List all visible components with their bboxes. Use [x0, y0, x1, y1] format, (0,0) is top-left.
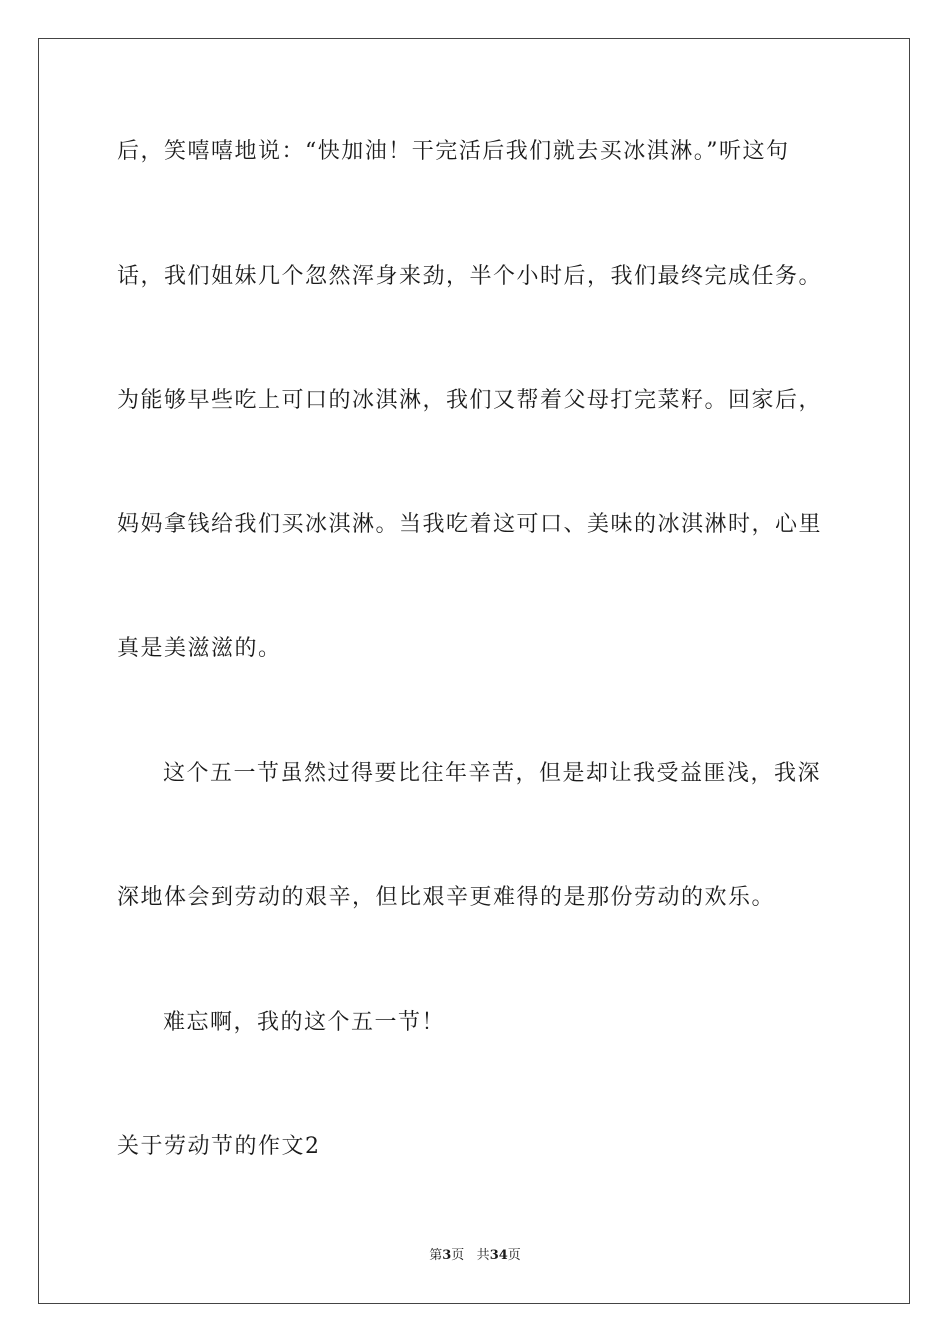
page-number: 3	[442, 1248, 452, 1263]
text-line: 后，笑嘻嘻地说：“快加油！干完活后我们就去买冰淇淋。”听这句	[117, 139, 790, 164]
text-line: 真是美滋滋的。	[117, 636, 282, 661]
text-line: 妈妈拿钱给我们买冰淇淋。当我吃着这可口、美味的冰淇淋时，心里	[117, 512, 823, 537]
paragraph-start-line: 难忘啊，我的这个五一节！	[163, 1010, 446, 1035]
text-line: 深地体会到劳动的艰辛，但比艰辛更难得的是那份劳动的欢乐。	[117, 885, 776, 910]
page-border	[38, 38, 910, 1304]
text-line: 为能够早些吃上可口的冰淇淋，我们又帮着父母打完菜籽。回家后，	[117, 388, 823, 413]
page-prefix: 第	[429, 1248, 443, 1263]
total-suffix: 页	[507, 1248, 521, 1263]
text-line: 话，我们姐妹几个忽然浑身来劲，半个小时后，我们最终完成任务。	[117, 264, 823, 289]
page-suffix: 页	[451, 1248, 465, 1263]
page-footer	[0, 1248, 950, 1264]
total-pages: 34	[489, 1248, 508, 1263]
paragraph-start-line: 这个五一节虽然过得要比往年辛苦，但是却让我受益匪浅，我深	[163, 761, 822, 786]
total-prefix: 共	[476, 1248, 490, 1263]
essay-heading: 关于劳动节的作文2	[117, 1134, 321, 1159]
